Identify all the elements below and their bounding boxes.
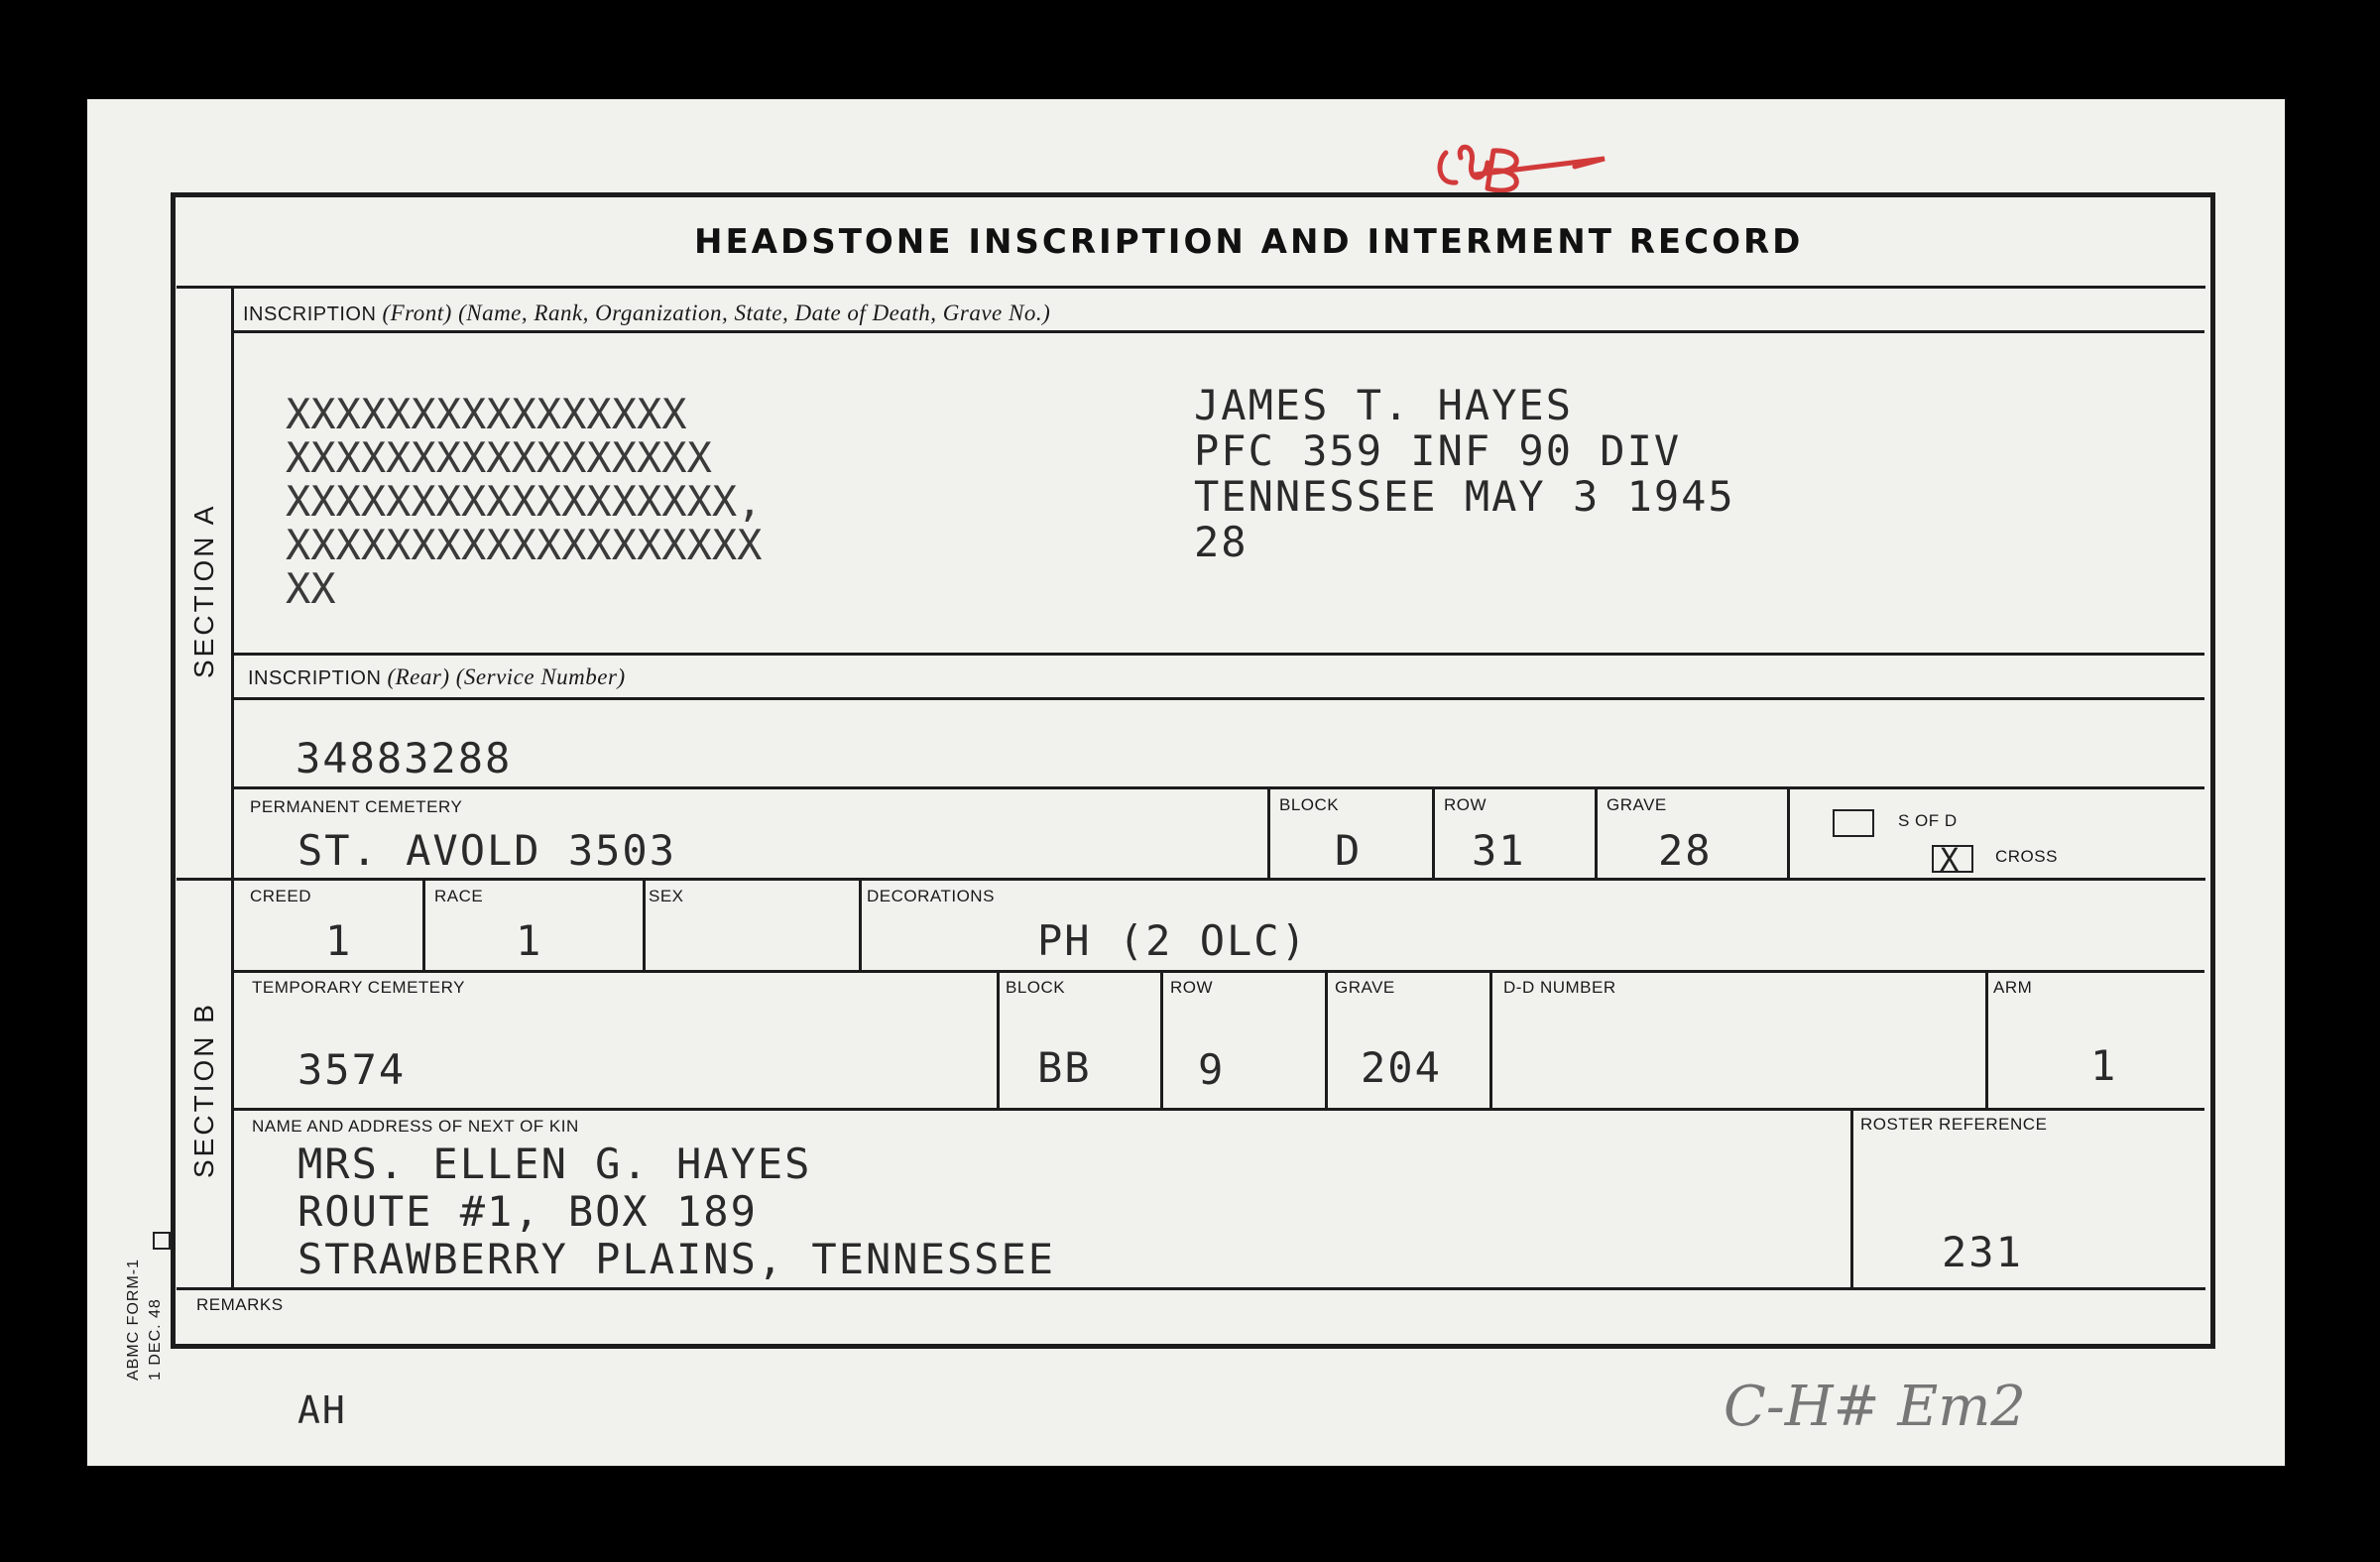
rule-kin-bottom <box>177 1287 2205 1290</box>
rule-rear-top <box>231 653 2204 656</box>
struck-line: XXXXXXXXXXXXXXXXXXX <box>286 521 763 569</box>
perm-row-label: ROW <box>1444 795 1488 814</box>
temp-grave-label: GRAVE <box>1335 978 1395 997</box>
rule-creed-bottom <box>231 970 2204 973</box>
rule-rear-label <box>231 697 2204 700</box>
rule-temp-bottom <box>231 1108 2204 1111</box>
rule-section-divider <box>177 878 2205 881</box>
section-b-label: SECTION B <box>188 1002 219 1178</box>
rule-temp-arm <box>1985 970 1988 1108</box>
arm-value: 1 <box>2090 1041 2118 1090</box>
s-of-d-checkbox[interactable] <box>1833 809 1874 837</box>
inscription-line: TENNESSEE MAY 3 1945 <box>1194 472 1735 521</box>
decorations-value: PH (2 OLC) <box>1037 916 1308 965</box>
decorations-label: DECORATIONS <box>867 887 995 905</box>
temp-row-value: 9 <box>1198 1045 1226 1094</box>
permanent-cemetery-label: PERMANENT CEMETERY <box>250 797 463 816</box>
kin-line: STRAWBERRY PLAINS, TENNESSEE <box>298 1235 1056 1283</box>
form-id: ABMC FORM-1 <box>125 1259 142 1381</box>
cross-check-mark: X <box>1940 841 1960 879</box>
rule-perm-marker <box>1787 786 1790 878</box>
roster-reference-value: 231 <box>1942 1228 2023 1276</box>
perm-row-value: 31 <box>1472 826 1526 875</box>
struck-line: XXXXXXXXXXXXXXXXXX, <box>286 477 763 526</box>
inscription-line: PFC 359 INF 90 DIV <box>1194 426 1682 475</box>
inscription-front-label: INSCRIPTION (Front) (Name, Rank, Organization, State, Date of Death, Grave No.) <box>243 300 1051 325</box>
rule-temp-block <box>997 970 1000 1108</box>
temporary-cemetery-value: 3574 <box>298 1045 407 1094</box>
rule-permanent-top <box>231 786 2204 789</box>
rule-temp-grave <box>1325 970 1328 1108</box>
dd-number-label: D-D NUMBER <box>1503 978 1616 997</box>
footer-initials: AH <box>298 1388 347 1432</box>
rule-perm-grave <box>1595 786 1598 878</box>
form-title: HEADSTONE INSCRIPTION AND INTERMENT RECORD <box>694 222 1804 262</box>
next-of-kin-block <box>298 1141 1055 1283</box>
struck-line: XXXXXXXXXXXXXXXXX <box>286 433 712 482</box>
handwritten-note: C-H# Em2 <box>1724 1375 2026 1439</box>
next-of-kin-label: NAME AND ADDRESS OF NEXT OF KIN <box>252 1117 579 1136</box>
remarks-label: REMARKS <box>196 1295 284 1314</box>
permanent-cemetery-value: ST. AVOLD 3503 <box>298 826 677 875</box>
rule-front-label <box>231 330 2204 333</box>
struck-line: XXXXXXXXXXXXXXXX <box>286 390 687 438</box>
form-corner-checkbox[interactable] <box>153 1232 171 1250</box>
cross-label: CROSS <box>1995 847 2058 866</box>
temporary-cemetery-label: TEMPORARY CEMETERY <box>252 978 465 997</box>
record-card <box>87 99 2285 1466</box>
temp-grave-value: 204 <box>1361 1043 1442 1092</box>
rule-temp-dd <box>1489 970 1492 1108</box>
form-date: 1 DEC. 48 <box>147 1298 164 1381</box>
perm-grave-label: GRAVE <box>1606 795 1667 814</box>
kin-line: ROUTE #1, BOX 189 <box>298 1187 758 1236</box>
rule-perm-block <box>1267 786 1270 878</box>
temp-block-label: BLOCK <box>1006 978 1066 997</box>
section-a-label: SECTION A <box>188 503 219 678</box>
rule-perm-row <box>1432 786 1435 878</box>
sex-label: SEX <box>649 887 684 905</box>
temp-block-value: BB <box>1037 1043 1092 1092</box>
creed-label: CREED <box>250 887 312 905</box>
inscription-line: 28 <box>1194 518 1249 566</box>
struck-inscription <box>286 390 763 613</box>
rule-creed-race <box>422 878 425 970</box>
kin-line: MRS. ELLEN G. HAYES <box>298 1140 812 1188</box>
s-of-d-label: S OF D <box>1898 811 1958 830</box>
struck-line: XX <box>286 564 336 613</box>
rule-section-column <box>231 286 234 1287</box>
perm-grave-value: 28 <box>1658 826 1713 875</box>
perm-block-label: BLOCK <box>1279 795 1340 814</box>
temp-row-label: ROW <box>1170 978 1214 997</box>
service-number: 34883288 <box>296 734 513 782</box>
race-value: 1 <box>516 916 543 965</box>
rule-race-sex <box>643 878 646 970</box>
rule-kin-roster <box>1850 1108 1853 1287</box>
inscription-line: JAMES T. HAYES <box>1194 381 1574 429</box>
rule-temp-row <box>1160 970 1163 1108</box>
race-label: RACE <box>434 887 484 905</box>
cross-checkbox[interactable] <box>1932 841 1973 879</box>
inscription-rear-label: INSCRIPTION (Rear) (Service Number) <box>248 664 626 689</box>
inscription-front-text <box>1194 383 1735 565</box>
arm-label: ARM <box>1993 978 2033 997</box>
rule-title-bottom <box>177 286 2205 289</box>
roster-reference-label: ROSTER REFERENCE <box>1860 1115 2048 1134</box>
perm-block-value: D <box>1335 826 1363 875</box>
creed-value: 1 <box>325 916 353 965</box>
rule-sex-decorations <box>859 878 862 970</box>
